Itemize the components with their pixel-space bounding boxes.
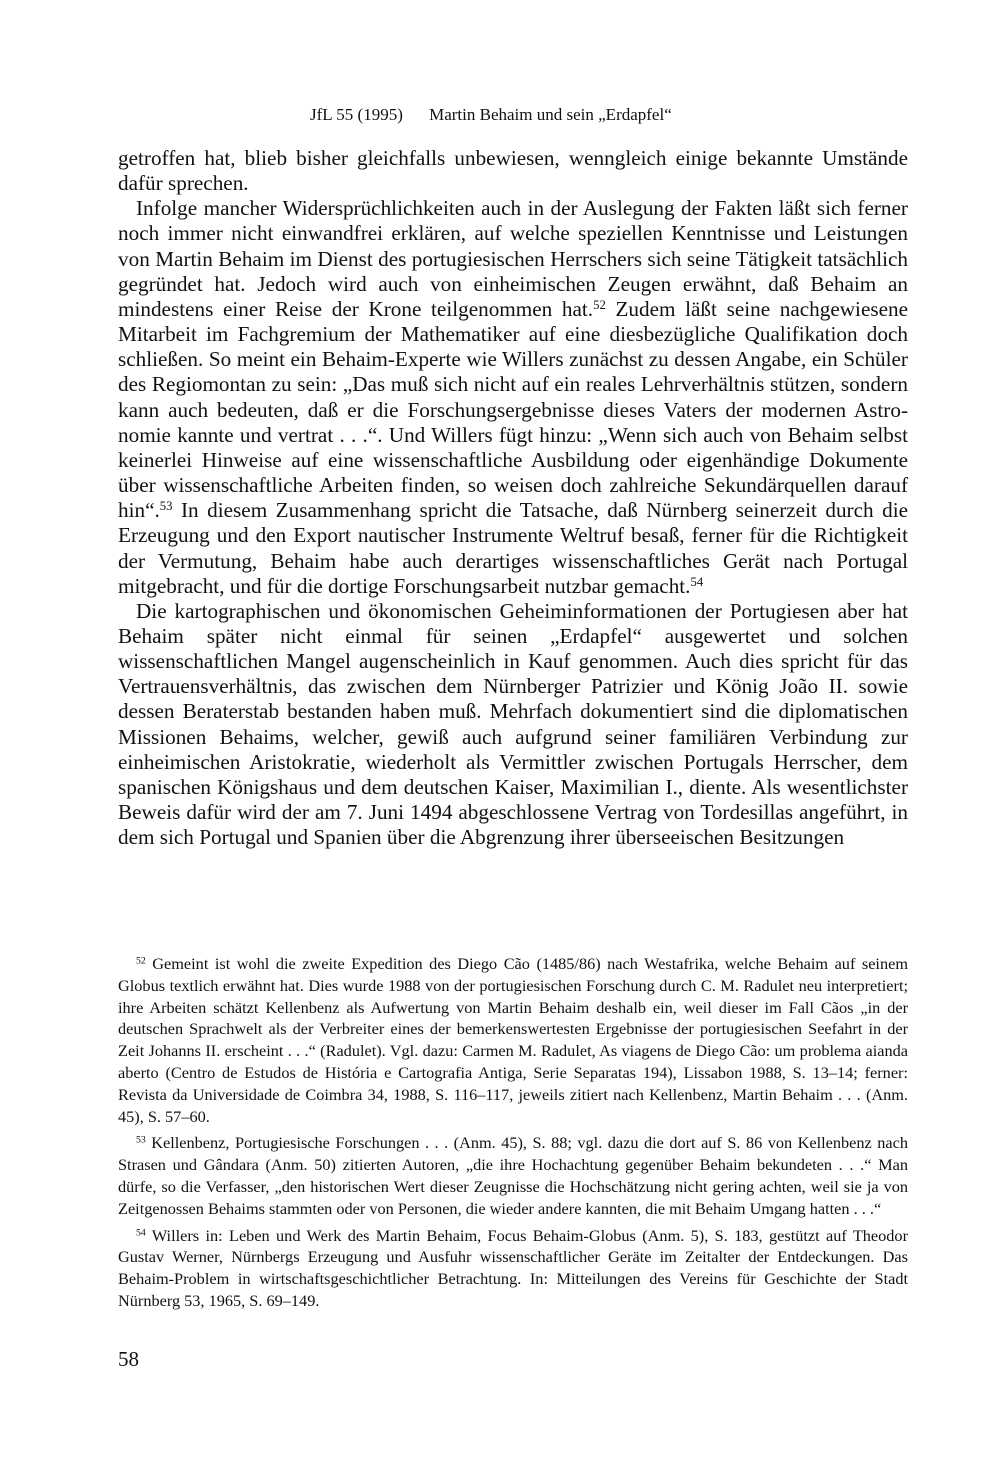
footnote-52 (118, 953, 908, 1127)
paragraph-behaim-expertise (118, 196, 908, 599)
body-text (118, 146, 908, 850)
footnote-ref-53: 53 (159, 499, 173, 514)
paragraph-text: Zudem läßt seine nachgewiesene Mitarbeit im Fachgremium der Mathematiker auf eine diesbezügliche Qualifikation doch schließen. So meint ein Behaim-Experte wie Willers zunächst zu dessen Angabe, ein Schüler des Regiomontan zu sein: „Das muß sich nicht auf ein reales Lehrverhältnis stützen, sondern kann auch bedeuten, daß er die Forschungsergebnisse dieses Vaters der modernen Astronomie kannte und vertrat . . .“. Und Willers fügt hinzu: „Wenn sich auch von Behaim selbst keinerlei Hinweise auf eine wissenschaftliche Ausbildung oder eigenhändige Dokumente über wissenschaftliche Arbeiten finden, so weisen doch zahlreiche Sekundärquellen darauf hin“. (118, 296, 908, 523)
article-title: Martin Behaim und sein „Erdapfel“ (429, 105, 672, 124)
footnote-text: Gemeint ist wohl die zweite Expedition des Diego Cão (1485/86) nach Westafrika, welche Behaim auf seinem Globus textlich erwähnt hat. Dies wurde 1988 von der portugiesischen Forschung durch C. M. Radulet neu interpretiert; ihre Arbeiten schätzt Kellenbenz als Aufwertung von Martin Behaim deshalb ein, weil dieser im Fall Cãos „in der deutschen Sprachwelt als der Verbreiter eines der bemerkenswertesten Ergebnisse der portugiesischen Seefahrt in der Zeit Johanns II. erscheint . . .“ (Radulet). Vgl. dazu: Carmen M. Radulet, As viagens de Diego Cão: um problema aianda aberto (Centro de Estudos de História e Cartografia Antiga, Serie Separatas 194), Lissabon 1988, S. 13–14; ferner: Revista da Universidade de Coimbra 34, 1988, S. 116–117, jeweils zitiert nach Kellenbenz, Martin Behaim . . . (Anm. 45), S. 57–60. (118, 954, 908, 1126)
paragraph-text: getroffen hat, blieb bisher gleichfalls unbewiesen, wenngleich einige bekannte Umstände dafür sprechen. (118, 146, 908, 196)
footnote-ref-54: 54 (690, 574, 704, 589)
paragraph-text: In diesem Zusammenhang spricht die Tatsache, daß Nürnberg seinerzeit durch die Erzeugung und den Export nautischer Instrumente Weltruf besaß, ferner für die Richtigkeit der Vermutung, Behaim habe auch derartiges wissenschaftliches Gerät nach Portugal mitgebracht, und für die dortige Forschungsarbeit nutzbar gemacht. (118, 498, 908, 598)
footnote-54 (118, 1225, 908, 1312)
page-number: 58 (118, 1347, 139, 1371)
footnote-text: Willers in: Leben und Werk des Martin Behaim, Focus Behaim-Globus (Anm. 5), S. 183, gestützt auf Theodor Gustav Werner, Nürnbergs Erzeugung und Ausfuhr wissenschaftlicher Geräte im Zeitalter der Entdeckungen. Das Behaim-Problem in wirtschaftsgeschichtlicher Betrachtung. In: Mitteilungen des Vereins für Geschichte der Stadt Nürnberg 53, 1965, S. 69–149. (118, 1225, 908, 1310)
footnote-ref-52: 52 (593, 297, 606, 312)
footnote-number: 54 (136, 1227, 146, 1239)
footnote-number: 53 (136, 1135, 146, 1146)
footnote-number: 52 (136, 955, 146, 967)
running-head (310, 104, 870, 126)
footnote-53 (118, 1132, 908, 1219)
footnotes (118, 953, 908, 1317)
paragraph-geheiminformationen (118, 599, 908, 851)
footnote-text: Kellenbenz, Portugiesische Forschungen . . . (Anm. 45), S. 88; vgl. dazu die dort auf S. 86 von Kellenbenz nach Strasen und Gândara (Anm. 50) zitierten Autoren, „die ihre Hochachtung gegenüber Behaim bekundeten . . .“ Man dürfe, so die Verfasser, „den historischen Wert dieser Zeugnisse die Hochschätzung nicht gering achten, weil sie ja von Zeitgenossen Behaims stammten oder von Personen, die wieder andere kannten, die mit Behaim Umgang hatten . . .“ (118, 1133, 908, 1218)
paragraph-text: Die kartographischen und ökonomischen Geheiminformationen der Portugiesen aber hat Behaim später nicht einmal für seinen „Erdapfel“ ausgewertet und solchen wissenschaftlichen Mangel augenscheinlich in Kauf genommen. Auch dies spricht für das Vertrauensverhältnis, das zwischen dem Nürnberger Patrizier und König João II. sowie dessen Beraterstab bestanden haben muß. Mehrfach dokumentiert sind die diplomatischen Missionen Behaims, welcher, gewiß auch aufgrund seiner familiären Verbindung zur einheimischen Aristokratie, wiederholt als Vermittler zwischen Portugals Herrscher, dem spanischen Königshaus und dem deutschen Kaiser, Maximilian I., diente. Als wesentlichster Beweis dafür wird der am 7. Juni 1494 abgeschlossene Vertrag von Tordesillas angeführt, in dem sich Portugal und Spanien über die Abgrenzung ihrer überseeischen Besitzungen (118, 598, 908, 850)
journal-citation: JfL 55 (1995) (310, 105, 403, 124)
paragraph-text: Infolge mancher Widersprüchlichkeiten auch in der Auslegung der Fakten läßt sich ferner noch immer nicht einwandfrei erklären, auf welche speziellen Kenntnisse und Leistungen von Martin Behaim im Dienst des portugiesischen Herrschers sich seine Tätigkeit tatsächlich gegründet hat. Jedoch wird auch von einheimischen Zeugen erwähnt, daß Behaim an mindestens einer Reise der Krone teilgenommen hat. (118, 196, 908, 321)
paragraph-continuation (118, 146, 908, 196)
